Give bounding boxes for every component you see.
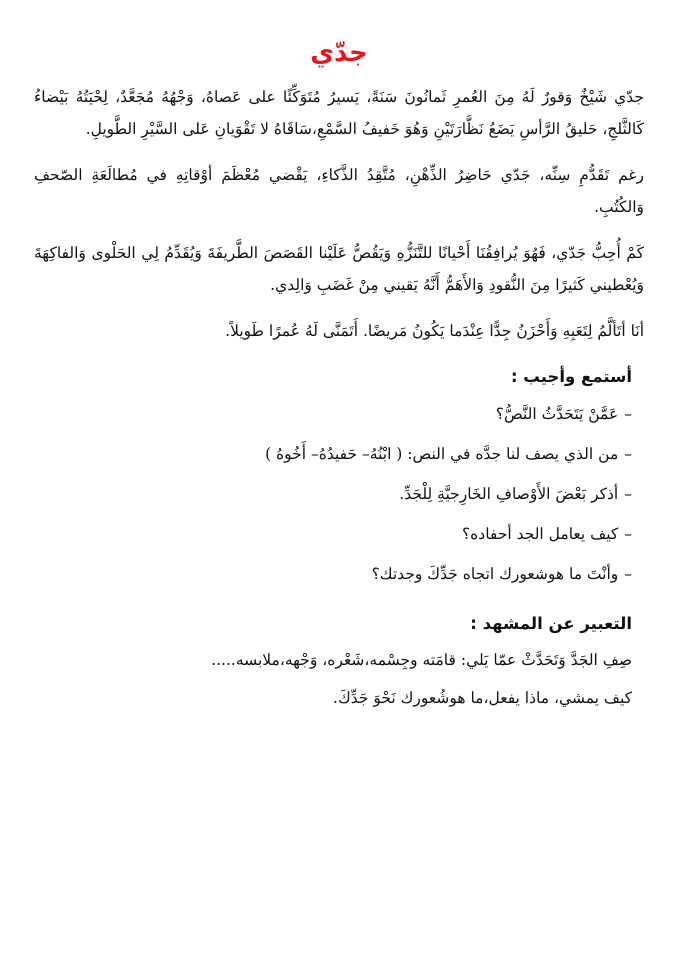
paragraph-2: رغم تَقَدُّمِ سِنِّه، جَدّي حَاضِرُ الذِّهْنِ، مُتَّقِدُ الذَّكاءِ، يَقْضي مُعْظَمَ أوْقاتِهِ في مُطالَعَةِ الصّحفِ وَالكُتُبِ. xyxy=(34,166,644,217)
question-item-4 xyxy=(34,514,632,554)
bullet-dash: – xyxy=(624,525,632,544)
question-item-2 xyxy=(34,434,632,474)
question-text: أذكر بَعْضَ الأَوْصافِ الخَارِجيَّةِ لِلْجَدِّ. xyxy=(399,485,619,504)
expression-line-1: صِفِ الجَدَّ وَتَحَدَّثْ عمّا يَلي: قامَته وجِسْمه،شَعْره، وَجْهه،ملابسه..... xyxy=(211,651,632,670)
question-text: وأنْتَ ما هوشعورك اتجاه جَدِّكَ وجدتك؟ xyxy=(371,565,619,584)
question-list xyxy=(34,394,644,594)
bullet-dash: – xyxy=(624,405,632,424)
question-item-3 xyxy=(34,474,632,514)
page-title: جدّي xyxy=(310,38,368,68)
bullet-dash: – xyxy=(624,565,632,584)
expression-section-heading: التعبير عن المشهد : xyxy=(470,614,632,634)
bullet-dash: – xyxy=(624,445,632,464)
question-item-5 xyxy=(34,554,632,594)
bullet-dash: – xyxy=(624,485,632,504)
listen-section-heading: أستمع وأجيب : xyxy=(510,367,632,387)
question-text: كيف يعامل الجد أحفاده؟ xyxy=(461,525,619,544)
paragraph-3: كَمْ أُحِبُّ جَدّي، فَهُوَ يُرافِقُنَا أَحْيانًا للتَّنَزُّهِ وَيَقُصُّ عَلَيْنا القَصَصَ الطَّريفَةَ وَيُقَدِّمُ لِي الحَلْوى وَالفاكِهَةَ وَيُعْطيني كَثيرًا مِنَ النُّقودِ وَالأَهَمُّ أَنَّهُ يَقيني مِنْ غَضَبِ وَالِدي. xyxy=(34,244,644,295)
expression-line-2: كيف يمشي، ماذا يفعل،ما هوشُعورك نَحْوَ جَدِّكَ. xyxy=(333,689,632,708)
question-text: عَمَّنْ يَتَحَدَّثُ النَّصُّ؟ xyxy=(495,405,619,424)
paragraph-1: جدّي شَيْخٌ وَقورٌ لَهُ مِنَ العُمرِ ثَمانُونَ سَنَةً، يَسيرُ مُتَوَكِّئًا على عَصاهُ، وَجْهُهُ مُجَعَّدٌ، لِحْيَتُهُ بَيْضاءُ كَالثَّلجِ، حَليقُ الرَّأسِ يَضَعُ نَظَّارَتَيْنِ وَهُوَ خَفيفُ السَّمْعِ،سَاقَاهُ لا تَقْوَيانِ عَلى السَّيْرِ الطَّويلِ. xyxy=(34,88,644,139)
story-text xyxy=(34,81,644,347)
question-text: من الذي يصف لنا جدَّه في النص: ( ابْنُهُ– حَفيدُهُ– أَخُوهُ ) xyxy=(265,445,619,464)
question-item-1 xyxy=(34,394,632,434)
paragraph-4: أنَا أتَألَّمُ لِتَعَبِهِ وَأَحْزَنُ جِدًّا عِنْدَما يَكُونُ مَريضًا. أَتَمَنَّى لَهُ عُمرًا طَويلاً. xyxy=(225,322,644,341)
